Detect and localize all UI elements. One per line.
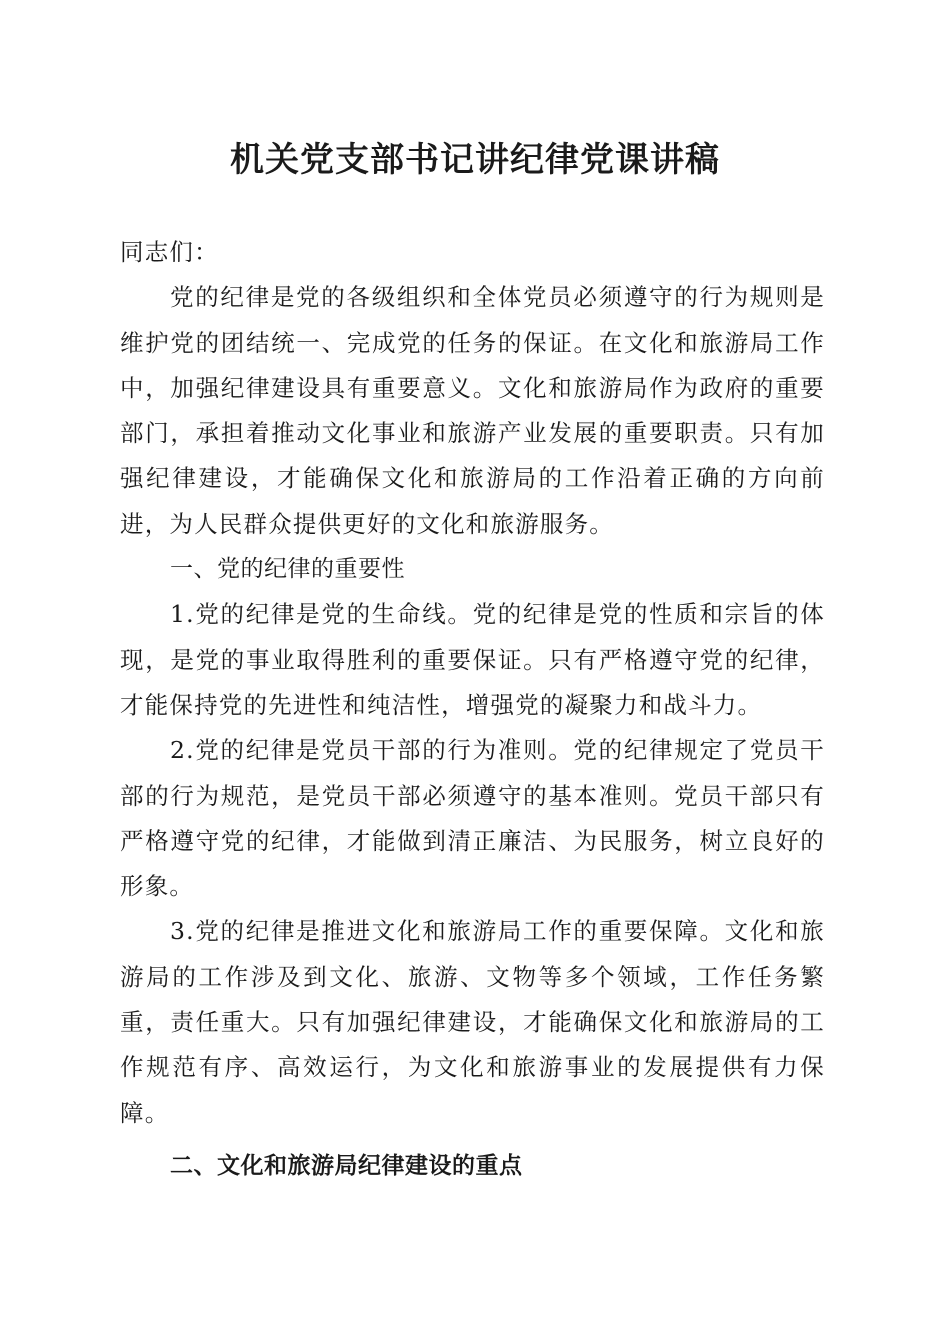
document-title: 机关党支部书记讲纪律党课讲稿 [230,140,720,180]
point-paragraph-2: 2.党的纪律是党员干部的行为准则。党的纪律规定了党员干部的行为规范，是党员干部必须遵守的基本准则。党员干部只有严格遵守党的纪律，才能做到清正廉洁、为民服务，树立良好的形象。 [120,736,825,901]
section-heading-1: 一、党的纪律的重要性 [170,556,405,583]
point-paragraph-3: 3.党的纪律是推进文化和旅游局工作的重要保障。文化和旅游局的工作涉及到文化、旅游、文物等多个领域，工作任务繁重，责任重大。只有加强纪律建设，才能确保文化和旅游局的工作规范有序、高效运行，为文化和旅游事业的发展提供有力保障。 [120,917,825,1127]
salutation: 同志们： [120,238,219,266]
point-paragraph-1: 1.党的纪律是党的生命线。党的纪律是党的性质和宗旨的体现，是党的事业取得胜利的重要保证。只有严格遵守党的纪律，才能保持党的先进性和纯洁性，增强党的凝聚力和战斗力。 [120,600,825,719]
section-heading-2: 二、文化和旅游局纪律建设的重点 [170,1152,523,1179]
document-body [120,230,825,1189]
intro-paragraph: 党的纪律是党的各级组织和全体党员必须遵守的行为规则是维护党的团结统一、完成党的任务的保证。在文化和旅游局工作中，加强纪律建设具有重要意义。文化和旅游局作为政府的重要部门，承担着推动文化事业和旅游产业发展的重要职责。只有加强纪律建设，才能确保文化和旅游局的工作沿着正确的方向前进，为人民群众提供更好的文化和旅游服务。 [120,283,825,538]
